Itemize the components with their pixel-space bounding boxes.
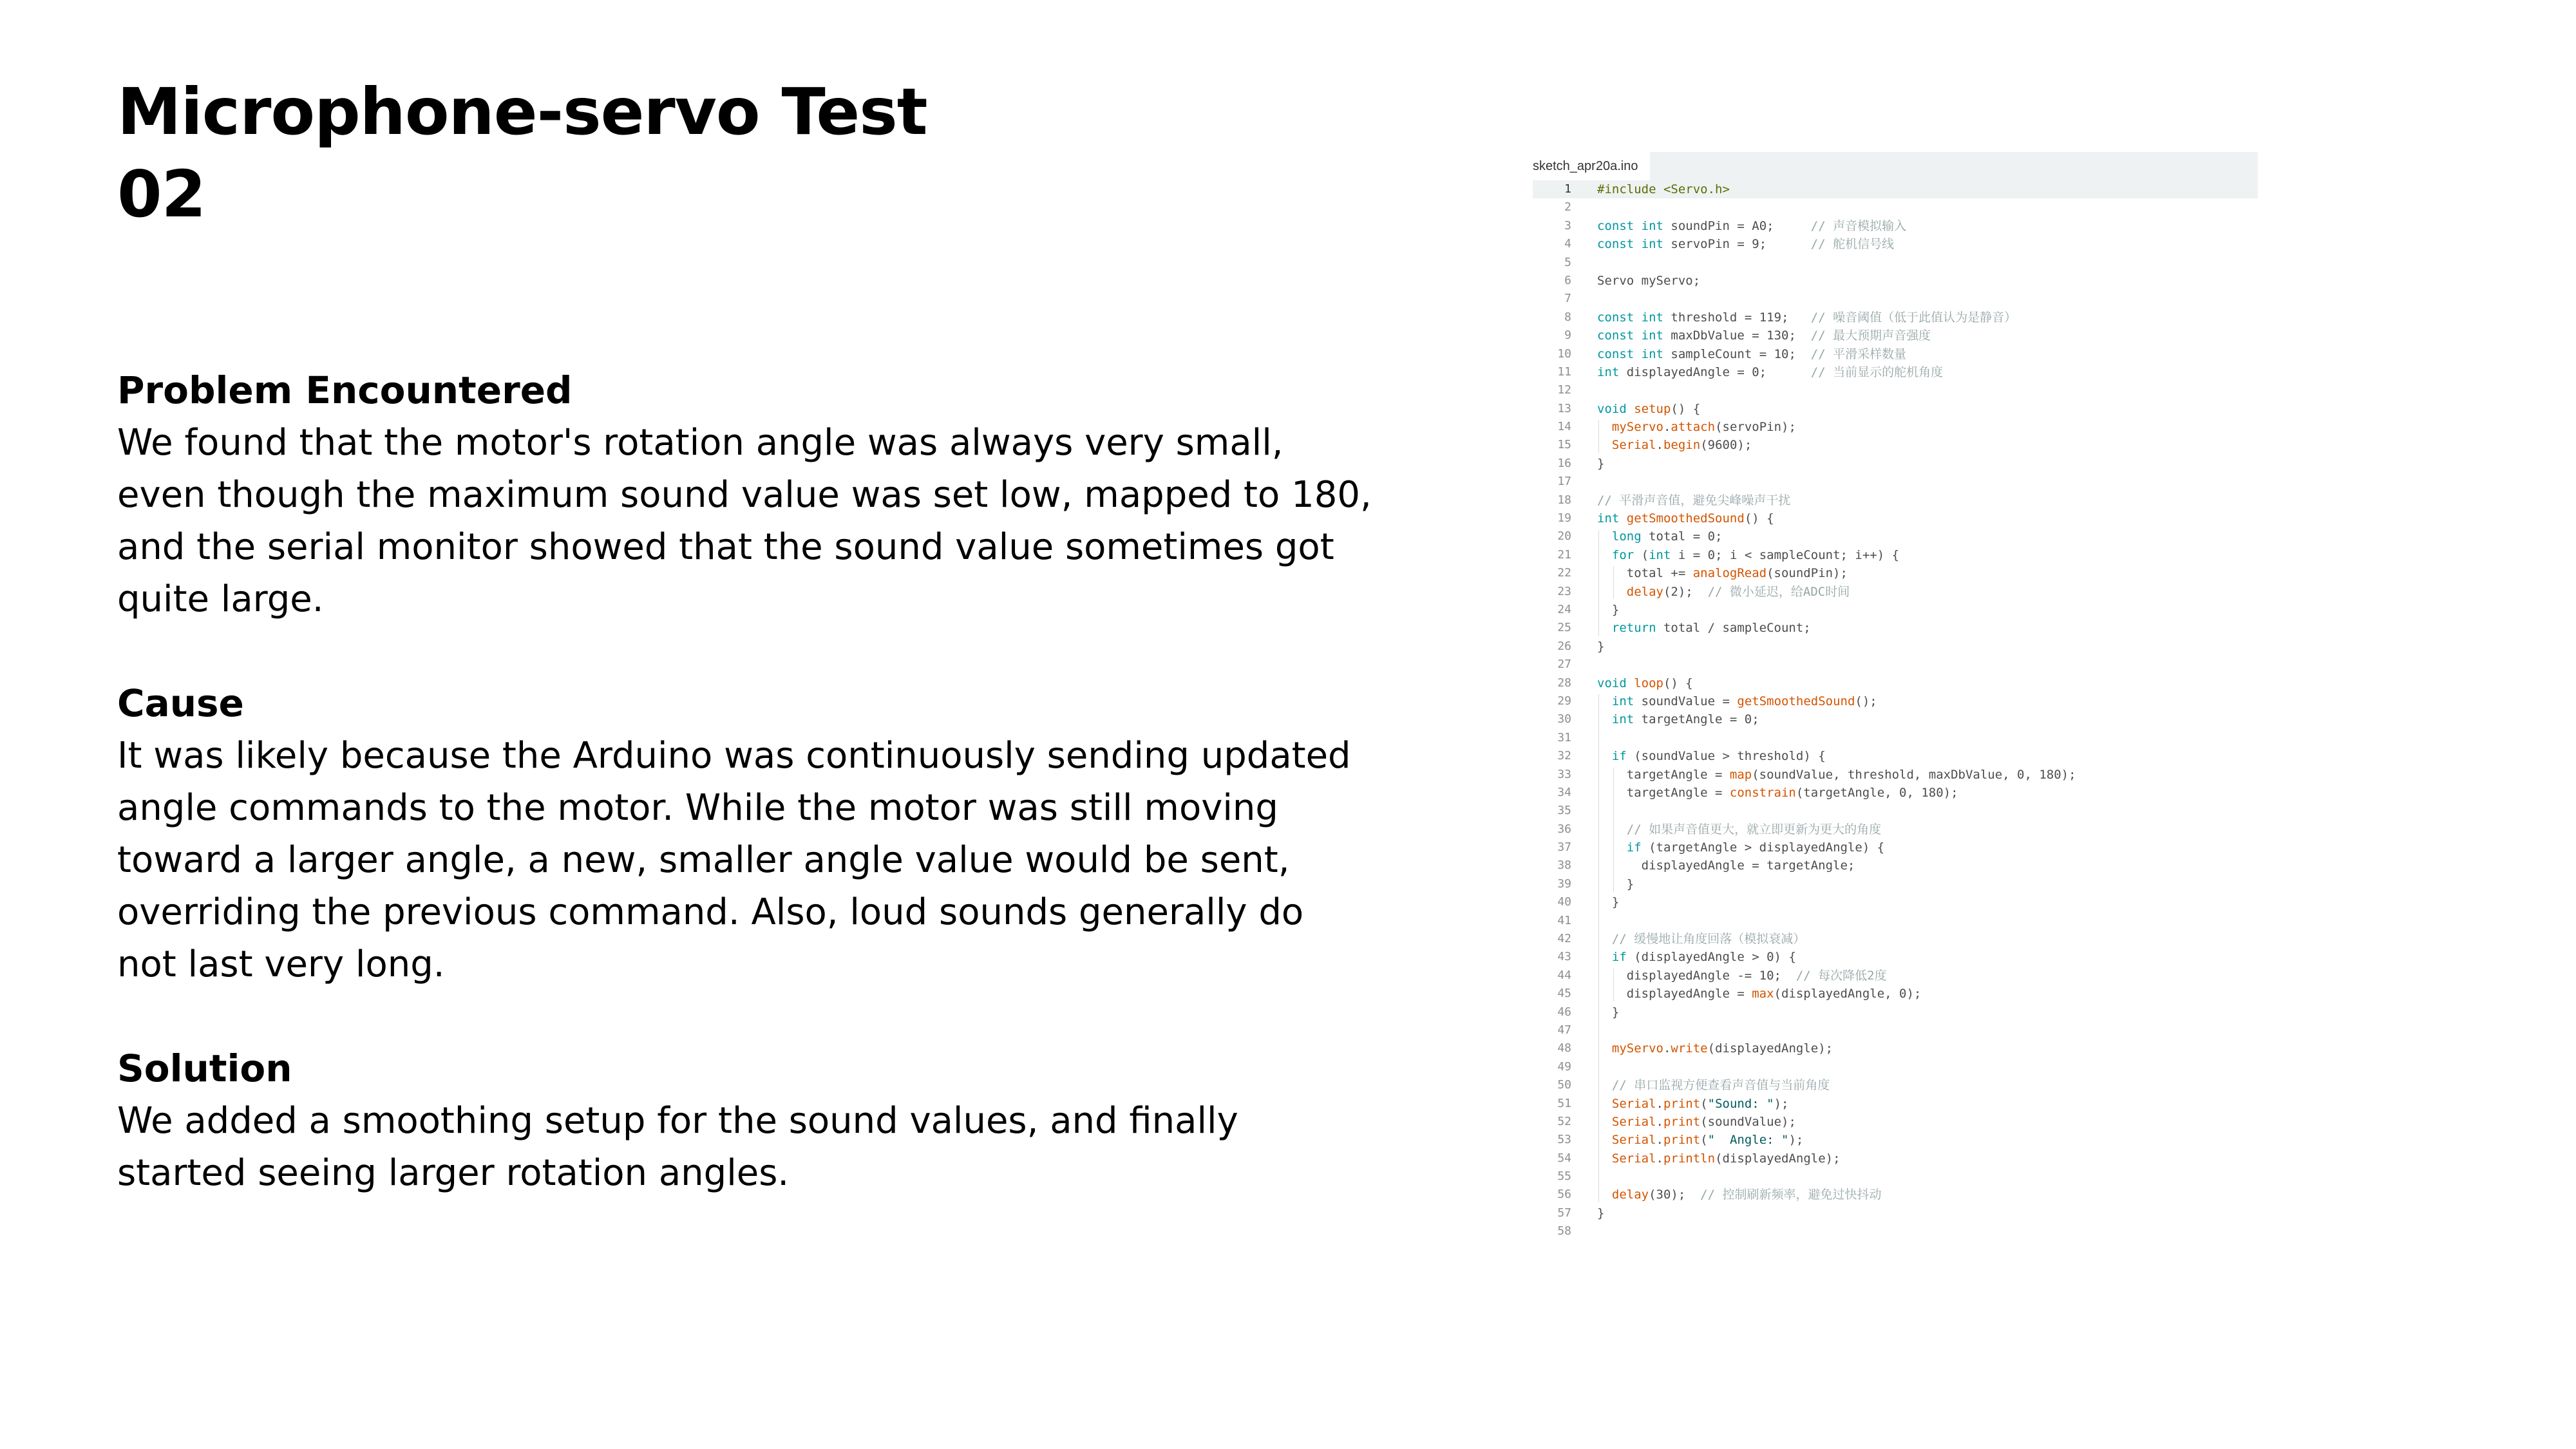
line-number: 13 [1557,401,1571,415]
code-line[interactable] [1533,564,2258,582]
line-number: 31 [1557,730,1571,744]
line-number: 11 [1557,365,1571,379]
slide-title: Microphone-servo Test 02 [117,74,927,232]
line-number: 21 [1557,547,1571,562]
code-line[interactable] [1533,235,2258,253]
line-number: 28 [1557,676,1571,690]
code-text: } [1597,1005,1620,1019]
line-number: 50 [1557,1078,1571,1092]
code-text: } [1597,602,1620,617]
indent-guide [1598,420,1599,453]
code-line[interactable] [1533,198,2258,216]
code-text: Serial.print(soundValue); [1611,1114,1796,1129]
code-line[interactable] [1533,893,2258,911]
code-line[interactable] [1533,546,2258,564]
line-number: 7 [1564,292,1571,306]
line-number: 45 [1557,987,1571,1001]
code-line[interactable] [1533,1003,2258,1021]
code-text: return total / sampleCount; [1611,621,1811,636]
line-number: 41 [1557,913,1571,927]
code-line[interactable] [1533,875,2258,893]
code-line[interactable] [1533,345,2258,363]
code-line[interactable] [1533,601,2258,619]
code-text: } [1597,895,1620,910]
code-line[interactable] [1533,1222,2258,1240]
line-number: 56 [1557,1188,1571,1202]
code-text: delay(2); // 微小延迟，给ADC时间 [1626,584,1850,599]
code-text: } [1597,876,1634,891]
line-number: 53 [1557,1133,1571,1147]
line-number: 18 [1557,493,1571,507]
code-line[interactable] [1533,820,2258,838]
code-text: } [1597,456,1605,471]
line-number: 34 [1557,785,1571,799]
section-body: We added a smoothing setup for the sound values, and finally started seeing larger rotation angles. [117,1100,1238,1194]
line-number: 25 [1557,621,1571,635]
code-line[interactable] [1533,967,2258,985]
line-number: 35 [1557,804,1571,818]
code-text: } [1597,639,1605,654]
editor-tab-bar [1533,152,2258,180]
line-number: 2 [1564,200,1571,214]
code-text: int getSmoothedSound() { [1597,511,1774,526]
code-text: displayedAngle -= 10; // 每次降低2度 [1597,968,1887,983]
code-line[interactable] [1533,290,2258,308]
section-problem [117,365,1373,625]
line-number: 27 [1557,658,1571,672]
code-text: const int servoPin = 9; // 舵机信号线 [1597,237,1895,252]
code-text: int soundValue = getSmoothedSound(); [1611,694,1877,708]
code-line[interactable] [1533,674,2258,692]
line-number: 29 [1557,694,1571,708]
line-number: 23 [1557,584,1571,598]
code-text: displayedAngle = targetAngle; [1597,858,1855,873]
line-number: 52 [1557,1114,1571,1128]
code-line[interactable] [1533,619,2258,637]
code-line[interactable] [1533,180,2258,198]
line-number: 9 [1564,328,1571,343]
code-line[interactable] [1533,1150,2258,1168]
code-line[interactable] [1533,656,2258,674]
code-line[interactable] [1533,729,2258,747]
line-number: 48 [1557,1041,1571,1056]
section-heading: Problem Encountered [117,368,573,412]
code-line[interactable] [1533,857,2258,875]
line-number: 32 [1557,749,1571,763]
code-text: Serial.print(" Angle: "); [1611,1133,1804,1148]
line-number: 36 [1557,822,1571,836]
code-line[interactable] [1533,747,2258,765]
code-line[interactable] [1533,638,2258,656]
code-line[interactable] [1533,381,2258,399]
line-number: 6 [1564,273,1571,287]
code-line[interactable] [1533,473,2258,491]
code-line[interactable] [1533,1204,2258,1222]
line-number: 46 [1557,1005,1571,1019]
code-text: Serial.println(displayedAngle); [1611,1151,1841,1166]
code-line[interactable] [1533,784,2258,802]
code-line[interactable] [1533,308,2258,327]
line-number: 10 [1557,346,1571,361]
indent-guide [1613,768,1614,892]
code-text: // 平滑声音值，避免尖峰噪声干扰 [1597,493,1791,507]
code-text: int displayedAngle = 0; // 当前显示的舵机角度 [1597,365,1944,379]
indent-guide [1613,566,1614,599]
section-heading: Solution [117,1046,292,1090]
indent-guide [1613,969,1614,1001]
code-text: const int sampleCount = 10; // 平滑采样数量 [1597,346,1907,361]
code-text: // 缓慢地让角度回落（模拟衰减） [1611,932,1806,947]
code-text: total += analogRead(soundPin); [1597,566,1848,581]
line-number: 24 [1557,602,1571,616]
code-editor-screenshot [1533,152,2258,1241]
code-line[interactable] [1533,363,2258,381]
line-number: 57 [1557,1206,1571,1220]
code-line[interactable] [1533,455,2258,473]
line-number: 15 [1557,438,1571,452]
code-line[interactable] [1533,1058,2258,1076]
code-line[interactable] [1533,766,2258,784]
code-text: if (displayedAngle > 0) { [1611,950,1796,965]
code-line[interactable] [1533,930,2258,948]
section-heading: Cause [117,681,244,725]
code-text: void loop() { [1597,676,1693,690]
notes-column [117,365,1373,1251]
code-line[interactable] [1533,327,2258,345]
line-number: 44 [1557,968,1571,982]
line-number: 40 [1557,895,1571,909]
line-number: 12 [1557,383,1571,397]
line-number: 33 [1557,767,1571,781]
line-number: 16 [1557,456,1571,470]
code-line[interactable] [1533,583,2258,601]
code-line[interactable] [1533,418,2258,436]
code-text: if (targetAngle > displayedAngle) { [1626,840,1885,855]
line-number: 1 [1564,182,1571,196]
code-text: #include <Servo.h> [1597,182,1730,196]
code-text: targetAngle = constrain(targetAngle, 0, 180); [1597,785,1958,800]
line-number: 22 [1557,566,1571,580]
code-line[interactable] [1533,272,2258,290]
line-number: 8 [1564,310,1571,324]
line-number: 42 [1557,932,1571,946]
code-text: for (int i = 0; i < sampleCount; i++) { [1611,547,1900,562]
code-line[interactable] [1533,1131,2258,1149]
code-line[interactable] [1533,912,2258,930]
indent-guide [1598,530,1599,636]
line-number: 20 [1557,529,1571,544]
code-line[interactable] [1533,436,2258,454]
code-line[interactable] [1533,838,2258,857]
code-text: Servo myServo; [1597,273,1701,288]
code-text: const int threshold = 119; // 噪音阈值（低于此值认为是静音） [1597,310,2017,325]
code-line[interactable] [1533,948,2258,966]
line-number: 37 [1557,840,1571,855]
code-line[interactable] [1533,400,2258,418]
code-line[interactable] [1533,1021,2258,1039]
code-line[interactable] [1533,527,2258,545]
code-line[interactable] [1533,1039,2258,1057]
line-number: 4 [1564,237,1571,251]
code-text: long total = 0; [1611,529,1723,544]
code-line[interactable] [1533,217,2258,235]
line-number: 54 [1557,1151,1571,1165]
line-number: 14 [1557,420,1571,434]
code-line[interactable] [1533,254,2258,272]
code-line[interactable] [1533,692,2258,710]
indent-guide [1598,694,1599,1202]
code-text: const int maxDbValue = 130; // 最大预期声音强度 [1597,328,1931,343]
code-line[interactable] [1533,1076,2258,1094]
line-number: 38 [1557,858,1571,873]
code-text: myServo.attach(servoPin); [1611,420,1796,435]
code-line[interactable] [1533,710,2258,728]
section-solution [117,1043,1373,1199]
line-number: 5 [1564,255,1571,269]
code-text: if (soundValue > threshold) { [1611,749,1826,764]
line-number: 55 [1557,1170,1571,1184]
line-number: 19 [1557,511,1571,526]
code-text: int targetAngle = 0; [1611,712,1759,727]
code-text: Serial.begin(9600); [1611,438,1752,453]
code-line[interactable] [1533,509,2258,527]
line-number: 26 [1557,639,1571,653]
code-text: targetAngle = map(soundValue, threshold, maxDbValue, 0, 180); [1597,767,2076,782]
code-text: // 如果声音值更大，就立即更新为更大的角度 [1626,822,1882,837]
code-text: const int soundPin = A0; // 声音模拟输入 [1597,218,1907,233]
code-text: // 串口监视方便查看声音值与当前角度 [1611,1078,1830,1093]
code-text: void setup() { [1597,401,1701,416]
code-line[interactable] [1533,1095,2258,1113]
code-line[interactable] [1533,1186,2258,1204]
line-number: 3 [1564,218,1571,232]
editor-tab[interactable]: sketch_apr20a.ino [1533,152,1650,180]
line-number: 49 [1557,1059,1571,1074]
line-number: 51 [1557,1096,1571,1110]
section-body: It was likely because the Arduino was continuously sending updated angle commands to the motor. While the motor was still moving toward a larger angle, a new, smaller angle value would be sent, overriding the previous command. Also, loud sounds generally do not last very long. [117,735,1351,985]
line-number: 30 [1557,712,1571,726]
code-line[interactable] [1533,1168,2258,1186]
code-area[interactable] [1533,180,2258,1241]
code-line[interactable] [1533,1113,2258,1131]
line-number: 39 [1557,876,1571,891]
line-number: 47 [1557,1023,1571,1037]
code-text: myServo.write(displayedAngle); [1611,1041,1833,1056]
code-line[interactable] [1533,985,2258,1003]
code-text: } [1597,1206,1605,1220]
line-number: 17 [1557,475,1571,489]
section-cause [117,677,1373,990]
code-text: delay(30); // 控制刷新频率，避免过快抖动 [1611,1188,1882,1202]
section-body: We found that the motor's rotation angle was always very small, even though the maximum sound value was set low, mapped to 180, and the serial monitor showed that the sound value sometimes got quite large. [117,422,1372,620]
code-text: displayedAngle = max(displayedAngle, 0); [1597,987,1922,1001]
line-number: 43 [1557,950,1571,964]
code-line[interactable] [1533,802,2258,820]
code-text: Serial.print("Sound: "); [1611,1096,1789,1111]
line-number: 58 [1557,1224,1571,1238]
code-line[interactable] [1533,491,2258,509]
